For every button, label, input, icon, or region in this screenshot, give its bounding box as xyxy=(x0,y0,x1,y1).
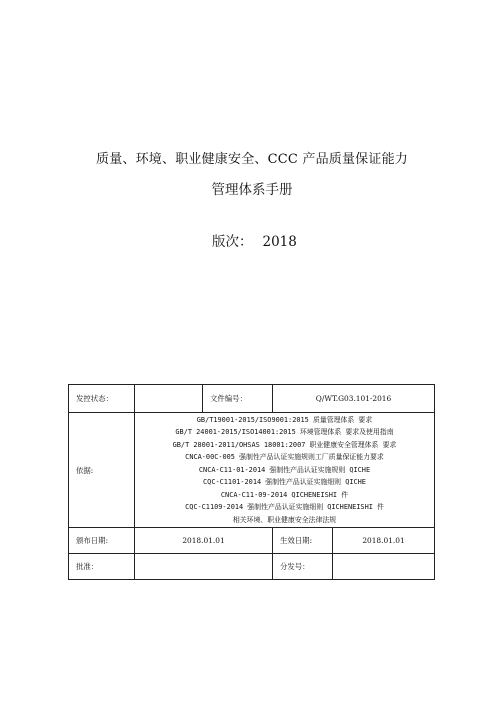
doc-number-value: Q/WT.G03.101-2016 xyxy=(273,385,435,413)
effective-date-label: 生效日期: xyxy=(273,528,333,554)
basis-item: GB/T 24001-2015/ISO14001:2015 环境管理体系 要求及使用指南 xyxy=(175,428,394,437)
basis-list xyxy=(135,413,435,528)
document-control-table xyxy=(68,384,435,580)
distribution-label: 分发号： xyxy=(273,554,333,580)
basis-item: 相关环境、职业健康安全法律法规 xyxy=(232,515,337,524)
table-row xyxy=(69,413,435,528)
version-line xyxy=(212,230,297,250)
approval-value xyxy=(135,554,273,580)
basis-label: 依据: xyxy=(69,413,135,528)
doc-number-label: 文件编号： xyxy=(203,385,273,413)
basis-item: CNCA-C11-09-2014 QICHENEISHI 件 xyxy=(220,490,349,499)
effective-date-value: 2018.01.01 xyxy=(333,528,435,554)
basis-item: CQC-C1101-2014 强制性产品认证实施细则 QICHE xyxy=(203,478,366,487)
version-label: 版次： xyxy=(212,234,253,250)
basis-item: GB/T 28001-2011/OHSAS 18001:2007 职业健康安全管理体系 要求 xyxy=(172,440,397,449)
version-value: 2018 xyxy=(262,234,297,250)
distribution-value xyxy=(333,554,435,580)
manual-title-line1: 质量、环境、职业健康安全、CCC 产品质量保证能力 xyxy=(96,152,408,167)
release-date-label: 颁布日期: xyxy=(69,528,135,554)
manual-title-line2: 管理体系手册 xyxy=(211,182,293,198)
basis-item: CNCA-00C-005 强制性产品认证实施规则工厂质量保证能力要求 xyxy=(185,453,384,462)
table-row xyxy=(69,385,435,413)
approval-label: 批准： xyxy=(69,554,135,580)
table-row xyxy=(69,528,435,554)
basis-item: CNCA-C11-01-2014 强制性产品认证实施规则 QICHE xyxy=(198,465,371,474)
control-status-value xyxy=(135,385,203,413)
basis-item: GB/T19001-2015/ISO9001:2015 质量管理体系 要求 xyxy=(196,415,373,424)
release-date-value: 2018.01.01 xyxy=(135,528,273,554)
basis-item: CQC-C1109-2014 强制性产品认证实施细则 QICHENEISHI 件 xyxy=(185,503,384,512)
table-row xyxy=(69,554,435,580)
control-status-label: 发控状态： xyxy=(69,385,135,413)
